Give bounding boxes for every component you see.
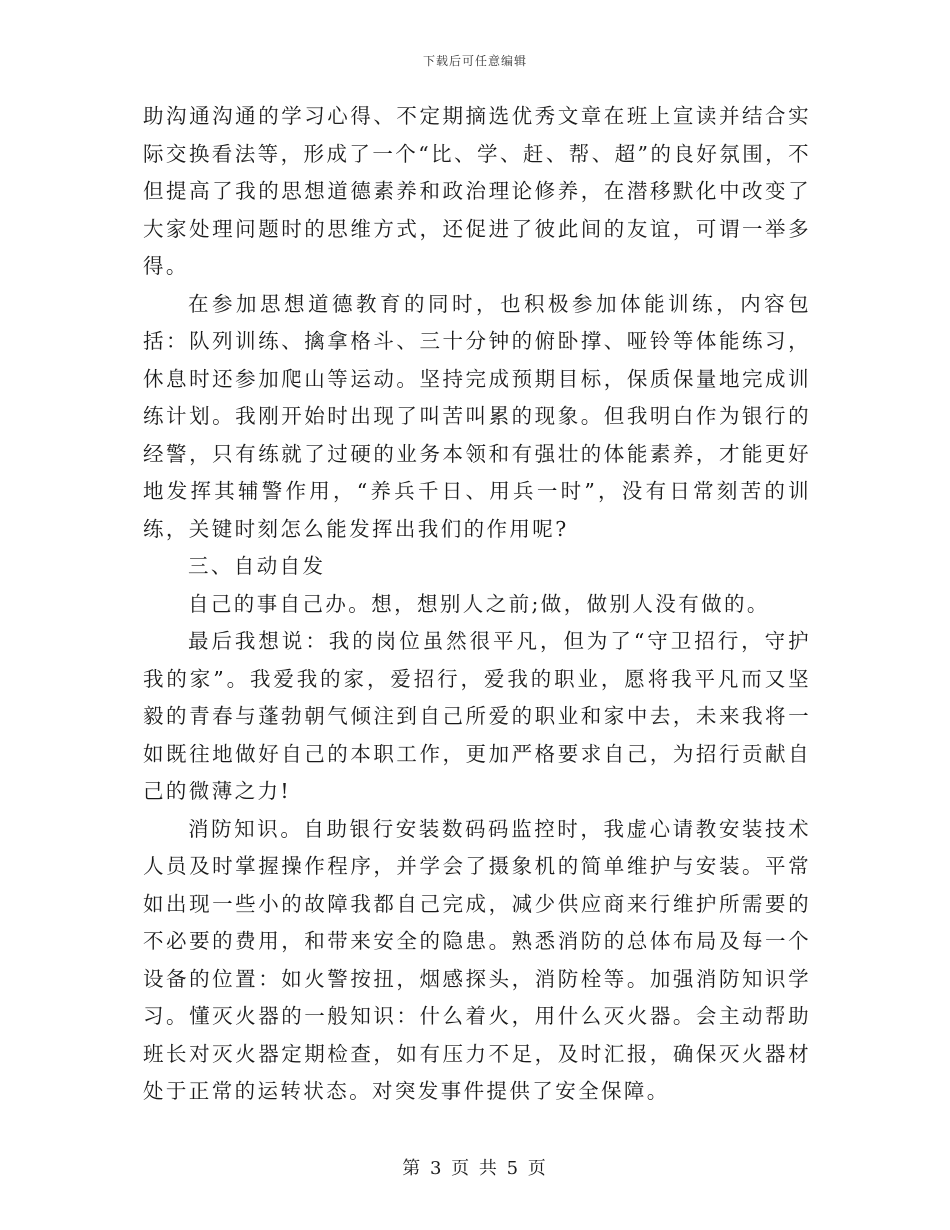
page-footer: 第 3 页 共 5 页 (402, 1158, 548, 1179)
section-heading: 三、自动自发 (188, 554, 326, 578)
paragraph-2: 在参加思想道德教育的同时，也积极参加体能训练，内容包括：队列训练、擒拿格斗、三十分钟的俯卧撑、哑铃等体能练习，休息时还参加爬山等运动。坚持完成预期目标，保质保量地完成训练计划。我刚开始时出现了叫苦叫累的现象。但我明白作为银行的经警，只有练就了过硬的业务本领和有强壮的体能素养，才能更好地发挥其辅警作用，“养兵千日、用兵一时”，没有日常刻苦的训练，关键时刻怎么能发挥出我们的作用呢? (143, 291, 811, 541)
paragraph-1: 助沟通沟通的学习心得、不定期摘选优秀文章在班上宣读并结合实际交换看法等，形成了一个“比、学、赶、帮、超”的良好氛围，不但提高了我的思想道德素养和政治理论修养，在潜移默化中改变了大家处理问题时的思维方式，还促进了彼此间的友谊，可谓一举多得。 (143, 104, 811, 278)
paragraph-3: 自己的事自己办。想，想别人之前;做，做别人没有做的。 (188, 591, 770, 616)
page-header: 下载后可任意编辑 (422, 54, 527, 68)
paragraph-5: 消防知识。自助银行安装数码码监控时，我虚心请教安装技术人员及时掌握操作程序，并学会了摄象机的简单维护与安装。平常如出现一些小的故障我都自己完成，减少供应商来行维护所需要的不必要的费用，和带来安全的隐患。熟悉消防的总体布局及每一个设备的位置：如火警按扭，烟感探头，消防栓等。加强消防知识学习。懂灭火器的一般知识：什么着火，用什么灭火器。会主动帮助班长对灭火器定期检查，如有压力不足，及时汇报，确保灭火器材处于正常的运转状态。对突发事件提供了安全保障。 (143, 816, 811, 1103)
document-body (143, 98, 811, 1111)
paragraph-4: 最后我想说：我的岗位虽然很平凡，但为了“守卫招行，守护我的家”。我爱我的家，爱招行，爱我的职业，愿将我平凡而又坚毅的青春与蓬勃朝气倾注到自己所爱的职业和家中去，未来我将一如既往地做好自己的本职工作，更加严格要求自己，为招行贡献自己的微薄之力! (143, 629, 811, 803)
